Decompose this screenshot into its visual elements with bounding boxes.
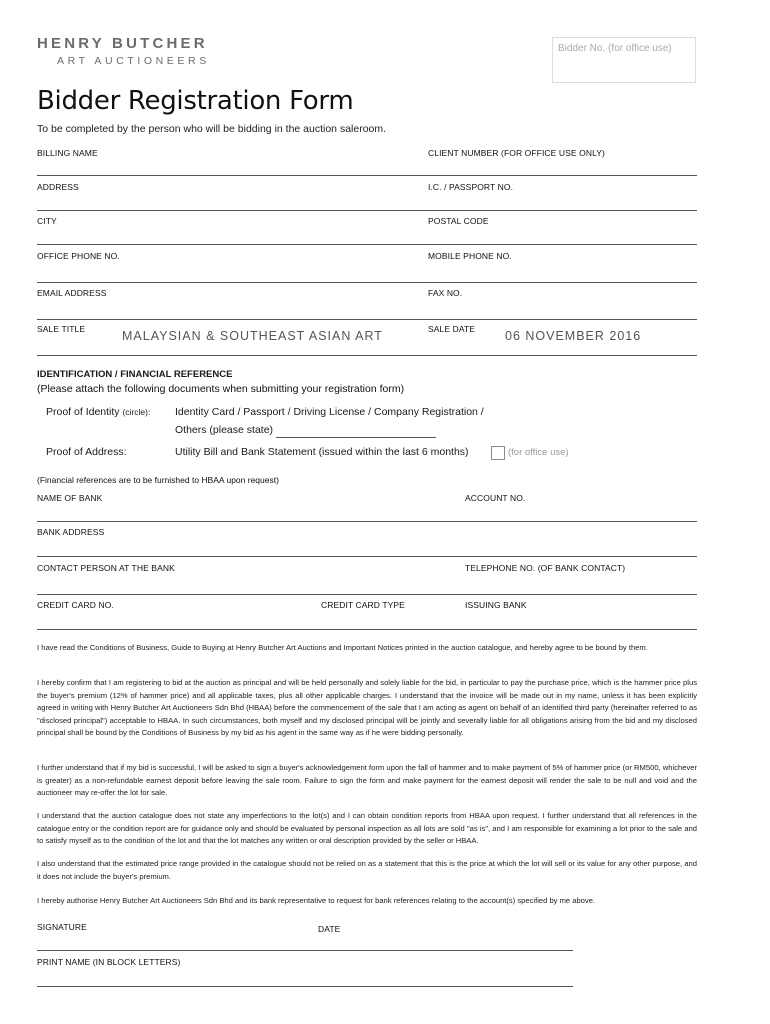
sale-title-value: MALAYSIAN & SOUTHEAST ASIAN ART: [122, 329, 383, 343]
billing-name-field[interactable]: [37, 175, 697, 176]
proof-identity-circle: (circle):: [122, 407, 151, 417]
office-use-checkbox[interactable]: [491, 446, 505, 460]
city-field[interactable]: [37, 244, 697, 245]
credit-card-type-label: CREDIT CARD TYPE: [321, 600, 405, 610]
client-number-label: CLIENT NUMBER (FOR OFFICE USE ONLY): [428, 148, 605, 158]
identification-heading: IDENTIFICATION / FINANCIAL REFERENCE: [37, 369, 233, 380]
bidder-no-box[interactable]: [552, 37, 696, 83]
bank-note: (Financial references are to be furnished to HBAA upon request): [37, 475, 279, 485]
sale-date-value: 06 NOVEMBER 2016: [505, 329, 642, 343]
terms-paragraph-5: I also understand that the estimated price range provided in the catalogue should not be relied on as a statement that this is the price at which the lot will sell or its value for any other purpose, and it does not include the buyer's premium.: [37, 859, 697, 881]
form-title: Bidder Registration Form: [37, 86, 354, 116]
contact-person-field[interactable]: [37, 594, 697, 595]
proof-identity: [46, 406, 150, 418]
email-label: EMAIL ADDRESS: [37, 288, 107, 298]
logo-line2: ART AUCTIONEERS: [57, 55, 210, 67]
account-no-label: ACCOUNT NO.: [465, 493, 526, 503]
fax-label: FAX NO.: [428, 288, 463, 298]
identification-note: (Please attach the following documents when submitting your registration form): [37, 383, 405, 395]
proof-identity-label: Proof of Identity: [46, 406, 120, 418]
terms-paragraph-6: I hereby authorise Henry Butcher Art Auctioneers Sdn Bhd and its bank representative to request for bank references relating to the account(s) specified by me above.: [37, 896, 596, 905]
bank-telephone-label: TELEPHONE NO. (OF BANK CONTACT): [465, 563, 626, 573]
terms-paragraph-2: I hereby confirm that I am registering to bid at the auction as principal and will be held personally and solely liable for the bid, in particular to pay the purchase price, which is the hammer price plus the buyer's premium (12% of hammer price) and all applicable taxes, plus all other applicable charges. I understand that the invoice will be made out in my name, unless it has been explicitly agreed in writing with Henry Butcher Art Auctioneers Sdn Bhd (HBAA) before the commencement of the sale that I am acting as agent on behalf of an identified third party (hereinafter referred to as "disclosed principal") acceptable to HBAA. In such circumstances, both myself and my disclosed principal will be jointly and severally liable for all obligations arising from the bid and my disclosed principal shall be bound by the Conditions of Business by my bid as his agent in the same way as if he were bidding personally.: [37, 678, 697, 737]
issuing-bank-label: ISSUING BANK: [465, 600, 527, 610]
credit-card-no-label: CREDIT CARD NO.: [37, 600, 114, 610]
signature-label: SIGNATURE: [37, 922, 87, 932]
terms-paragraph-1: I have read the Conditions of Business, Guide to Buying at Henry Butcher Art Auctions and Important Notices printed in the auction catalogue, and hereby agree to be bound by them.: [37, 643, 648, 652]
proof-address-value: Utility Bill and Bank Statement (issued within the last 6 months): [175, 446, 469, 458]
address-label: ADDRESS: [37, 182, 79, 192]
logo-line1: HENRY BUTCHER: [37, 35, 208, 52]
bank-name-field[interactable]: [37, 521, 697, 522]
billing-name-label: BILLING NAME: [37, 148, 98, 158]
city-label: CITY: [37, 216, 57, 226]
bidder-no-label: Bidder No. (for office use): [558, 43, 672, 54]
contact-person-label: CONTACT PERSON AT THE BANK: [37, 563, 175, 573]
postal-code-label: POSTAL CODE: [428, 216, 489, 226]
address-field[interactable]: [37, 210, 697, 211]
office-use-label: (for office use): [508, 447, 569, 458]
ic-passport-label: I.C. / PASSPORT NO.: [428, 182, 514, 192]
proof-identity-options[interactable]: Identity Card / Passport / Driving License / Company Registration /: [175, 406, 484, 418]
terms-paragraph-4: I understand that the auction catalogue does not state any imperfections to the lot(s) and I can obtain condition reports from HBAA upon request. I further understand that all references in the catalogue entry or the condition report are for guidance only and should be evaluated by personal inspection as all lots are sold "as is", and I am responsible for examining a lot prior to the sale and to satisfy myself as to the condition of the lot and that the lot matches any written or oral description provided by the seller or HBAA.: [37, 811, 697, 845]
date-label: DATE: [318, 924, 341, 934]
credit-card-field[interactable]: [37, 629, 697, 630]
form-subtitle: To be completed by the person who will be bidding in the auction saleroom.: [37, 123, 387, 135]
print-name-label: PRINT NAME (IN BLOCK LETTERS): [37, 957, 181, 967]
proof-identity-others: Others (please state): [175, 424, 274, 436]
office-phone-label: OFFICE PHONE NO.: [37, 251, 120, 261]
print-name-field[interactable]: [37, 986, 573, 987]
sale-date-label: SALE DATE: [428, 324, 476, 334]
phone-field[interactable]: [37, 282, 697, 283]
mobile-phone-label: MOBILE PHONE NO.: [428, 251, 512, 261]
bank-address-field[interactable]: [37, 556, 697, 557]
terms-paragraph-3: I further understand that if my bid is successful, I will be asked to sign a buyer's acknowledgement form upon the fall of hammer and to make payment of 5% of hammer price (or RM500, whichever is greater) as a non-refundable earnest deposit before leaving the sale room. Failure to sign the form and make payment for the earnest deposit will render the sale to be null and void and the auctioneer may re-offer the lot for sale.: [37, 763, 697, 797]
bank-address-label: BANK ADDRESS: [37, 527, 105, 537]
others-field[interactable]: [276, 437, 436, 438]
sale-title-label: SALE TITLE: [37, 324, 86, 334]
sale-field[interactable]: [37, 355, 697, 356]
signature-field[interactable]: [37, 950, 573, 951]
email-field[interactable]: [37, 319, 697, 320]
bank-name-label: NAME OF BANK: [37, 493, 103, 503]
proof-address-label: Proof of Address:: [46, 446, 127, 458]
